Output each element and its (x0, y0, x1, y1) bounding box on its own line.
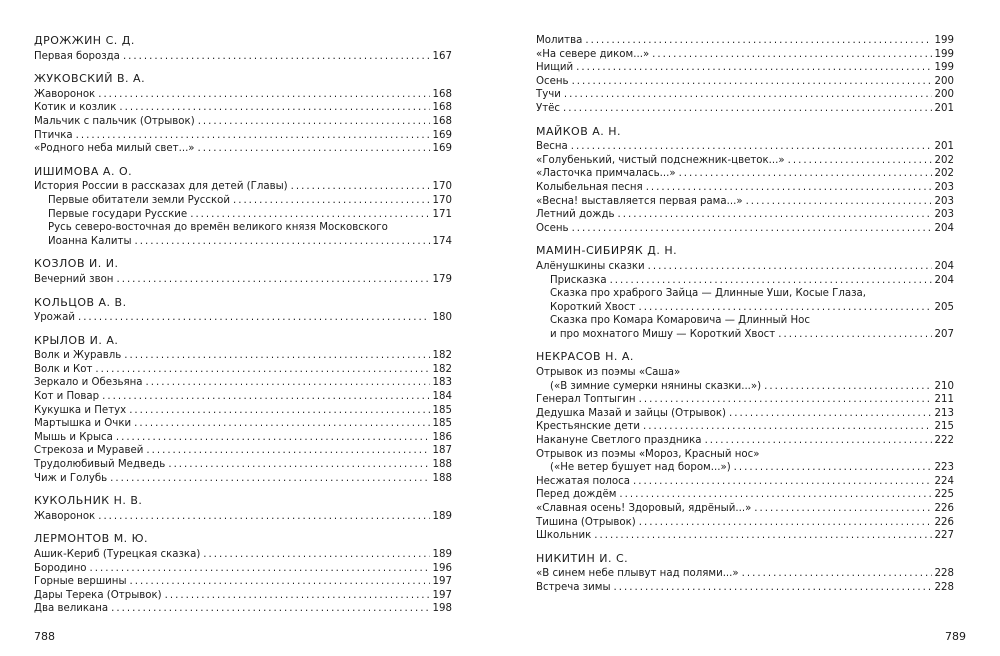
author-heading: ЖУКОВСКИЙ В. А. (34, 72, 146, 86)
toc-entry (34, 575, 452, 589)
toc-entry (536, 154, 954, 168)
toc-entry (34, 458, 452, 472)
toc-page-number: 170 (432, 194, 452, 206)
toc-entry (536, 567, 954, 581)
dot-leader (291, 180, 430, 194)
toc-page-number: 224 (934, 475, 954, 487)
toc-entry-title: («Не ветер бушует над бором...») (550, 462, 731, 474)
toc-page-number: 198 (432, 603, 452, 615)
author-heading: ЛЕРМОНТОВ М. Ю. (34, 532, 149, 546)
toc-entry (34, 417, 452, 431)
toc-entry-title: Весна (536, 141, 568, 153)
toc-entry (536, 393, 954, 407)
toc-entry (536, 380, 954, 394)
toc-page-number: 196 (432, 562, 452, 574)
toc-entry-title: Первые государи Русские (48, 208, 188, 220)
dot-leader (564, 88, 932, 102)
toc-entry (34, 431, 452, 445)
toc-entry-title: Мышь и Крыса (34, 431, 113, 443)
toc-entry (536, 581, 954, 595)
toc-entry (536, 102, 954, 116)
toc-entry (34, 50, 452, 64)
toc-entry (536, 516, 954, 530)
dot-leader (123, 50, 430, 64)
toc-entry-title: Крестьянские дети (536, 421, 641, 433)
toc-entry-title-line: Сказка про Комара Комаровича — Длинный Нос (550, 315, 810, 327)
dot-leader (572, 75, 932, 89)
toc-entry-title: Два великана (34, 603, 109, 615)
toc-page-number: 204 (934, 222, 954, 234)
toc-entry (536, 407, 954, 421)
toc-entry (536, 195, 954, 209)
toc-entry-title: Урожай (34, 312, 75, 324)
dot-leader (116, 273, 429, 287)
dot-leader (203, 548, 429, 562)
dot-leader (124, 349, 429, 363)
toc-page-number: 188 (432, 459, 452, 471)
dot-leader (610, 274, 932, 288)
toc-page-number: 168 (432, 88, 452, 100)
toc-entry-title: Накануне Светлого праздника (536, 435, 702, 447)
toc-entry (536, 61, 954, 75)
dot-leader (619, 488, 931, 502)
author-heading: НЕКРАСОВ Н. А. (536, 350, 634, 364)
author-heading: КОЗЛОВ И. И. (34, 257, 119, 271)
dot-leader (639, 301, 932, 315)
dot-leader (576, 61, 931, 75)
toc-entry-title: Перед дождём (536, 489, 617, 501)
toc-entry (34, 208, 452, 222)
toc-entry (536, 475, 954, 489)
toc-entry (34, 142, 452, 156)
toc-page-number: 169 (432, 143, 452, 155)
toc-entry-title: Иоанна Калиты (48, 235, 132, 247)
dot-leader (168, 458, 429, 472)
toc-entry (536, 502, 954, 516)
toc-entry (536, 420, 954, 434)
toc-page-number: 223 (934, 462, 954, 474)
toc-entry-title: Волк и Журавль (34, 350, 122, 362)
toc-entry (34, 129, 452, 143)
toc-page-number: 204 (934, 274, 954, 286)
toc-page-number: 200 (934, 89, 954, 101)
toc-page-number: 205 (934, 301, 954, 313)
toc-page-number: 182 (432, 350, 452, 362)
toc-entry-title: Вечерний звон (34, 273, 114, 285)
toc-entry (536, 208, 954, 222)
toc-entry-title: Встреча зимы (536, 581, 611, 593)
toc-entry (536, 75, 954, 89)
toc-entry (34, 273, 452, 287)
toc-entry-title: Колыбельная песня (536, 181, 643, 193)
toc-entry-title: «Славная осень! Здоровый, ядрёный...» (536, 503, 752, 514)
toc-entry (34, 311, 452, 325)
toc-entry-title: Дедушка Мазай и зайцы (Отрывок) (536, 407, 726, 419)
toc-entry-title: Молитва (536, 35, 583, 46)
toc-entry-title: Утёс (536, 102, 561, 114)
toc-entry-title-line: Отрывок из поэмы «Мороз, Красный нос» (536, 448, 760, 460)
toc-entry-title-line: Отрывок из поэмы «Саша» (536, 367, 681, 379)
author-heading: КРЫЛОВ И. А. (34, 333, 119, 347)
toc-page-number: 203 (934, 209, 954, 221)
toc-entry (34, 602, 452, 616)
toc-page-number: 179 (432, 273, 452, 285)
toc-entry (34, 88, 452, 102)
toc-entry (536, 301, 954, 315)
toc-page-number: 222 (934, 435, 954, 447)
toc-entry-title: Горные вершины (34, 576, 127, 588)
dot-leader (705, 434, 932, 448)
toc-page-number: 200 (934, 75, 954, 87)
left-page (34, 34, 452, 616)
toc-page-number: 182 (432, 363, 452, 375)
dot-leader (119, 101, 429, 115)
dot-leader (198, 115, 430, 129)
toc-entry-title: Тишина (Отрывок) (536, 516, 636, 528)
toc-page-number: 185 (432, 404, 452, 416)
toc-entry-title: «Весна! выставляется первая рама...» (536, 195, 743, 207)
toc-entry-title: «На севере диком...» (536, 48, 650, 60)
toc-entry-title: Кот и Повар (34, 391, 100, 403)
toc-entry-title: Несжатая полоса (536, 475, 630, 487)
dot-leader (648, 260, 932, 274)
toc-page-number: 207 (934, 328, 954, 340)
toc-entry (536, 260, 954, 274)
toc-entry (536, 88, 954, 102)
toc-entry (34, 444, 452, 458)
toc-entry-title: Генерал Топтыгин (536, 394, 636, 406)
toc-page-number: 211 (934, 394, 954, 406)
toc-page-number: 199 (934, 48, 954, 60)
toc-entry-title: Чиж и Голубь (34, 472, 108, 484)
toc-page-number: 183 (432, 377, 452, 389)
toc-entry (34, 180, 452, 194)
toc-entry (536, 434, 954, 448)
dot-leader (764, 380, 931, 394)
dot-leader (572, 222, 932, 236)
dot-leader (129, 404, 429, 418)
toc-entry (34, 194, 452, 208)
dot-leader (116, 431, 430, 445)
toc-entry (34, 390, 452, 404)
dot-leader (652, 48, 931, 62)
dot-leader (110, 472, 429, 486)
toc-entry-title: Осень (536, 75, 569, 87)
dot-leader (788, 154, 932, 168)
toc-entry (536, 222, 954, 236)
toc-entry-title: Жаворонок (34, 510, 96, 522)
toc-entry (536, 461, 954, 475)
toc-page-number: 225 (934, 489, 954, 501)
toc-entry-title: Ашик-Кериб (Турецкая сказка) (34, 549, 201, 560)
toc-entry-title-line: Русь северо-восточная до времён великого князя Московского (48, 222, 388, 234)
dot-leader (165, 589, 430, 603)
toc-entry (536, 529, 954, 543)
toc-page-number: 170 (432, 181, 452, 193)
dot-leader (130, 575, 430, 589)
toc-page-number: 213 (934, 407, 954, 419)
dot-leader (146, 444, 429, 458)
toc-entry-title: Осень (536, 222, 569, 234)
author-heading: КОЛЬЦОВ А. В. (34, 295, 127, 309)
dot-leader (135, 235, 430, 249)
toc-entry (34, 349, 452, 363)
dot-leader (98, 510, 429, 524)
toc-page-number: 189 (432, 549, 452, 560)
toc-entry-title: Зеркало и Обезьяна (34, 377, 143, 389)
toc-page-number: 171 (432, 208, 452, 220)
toc-page-number: 203 (934, 181, 954, 193)
toc-entry-title: Жаворонок (34, 88, 96, 100)
dot-leader (95, 363, 429, 377)
dot-leader (111, 602, 429, 616)
dot-leader (198, 142, 430, 156)
toc-page-number: 189 (432, 510, 452, 522)
toc-entry-title: Волк и Кот (34, 363, 93, 375)
toc-entry (536, 328, 954, 342)
toc-page-number: 197 (432, 589, 452, 601)
toc-page-number: 201 (934, 102, 954, 114)
dot-leader (76, 129, 430, 143)
toc-page-number: 228 (934, 568, 954, 580)
toc-page-number: 199 (934, 35, 954, 46)
page-number-left: 788 (34, 630, 55, 643)
toc-page-number: 215 (934, 421, 954, 433)
toc-entry-title: Стрекоза и Муравей (34, 445, 144, 457)
toc-entry-title: Короткий Хвост (550, 301, 636, 313)
toc-entry (34, 589, 452, 603)
toc-page-number: 227 (934, 530, 954, 542)
toc-entry-title: и про мохнатого Мишу — Короткий Хвост (550, 328, 776, 340)
toc-page-number: 201 (934, 141, 954, 153)
toc-page-number: 180 (432, 312, 452, 324)
dot-leader (146, 376, 430, 390)
dot-leader (742, 567, 932, 581)
toc-entry-title: Котик и козлик (34, 102, 117, 114)
toc-entry (536, 488, 954, 502)
toc-entry (34, 363, 452, 377)
toc-entry (34, 101, 452, 115)
toc-entry-title: Школьник (536, 530, 592, 542)
dot-leader (729, 407, 932, 421)
dot-leader (78, 311, 430, 325)
toc-entry-title: Первая борозда (34, 50, 120, 62)
dot-leader (89, 562, 429, 576)
dot-leader (98, 88, 429, 102)
toc-page-number: 197 (432, 576, 452, 588)
dot-leader (571, 140, 932, 154)
toc-entry (34, 404, 452, 418)
dot-leader (643, 420, 932, 434)
dot-leader (134, 417, 429, 431)
toc-entry (536, 140, 954, 154)
dot-leader (734, 461, 932, 475)
right-page (536, 34, 954, 595)
toc-entry (34, 376, 452, 390)
toc-entry-title: Алёнушкины сказки (536, 260, 645, 272)
dot-leader (618, 208, 932, 222)
toc-entry-title: Мартышка и Очки (34, 418, 132, 430)
toc-entry (536, 181, 954, 195)
toc-page-number: 199 (934, 62, 954, 74)
author-heading: ДРОЖЖИН С. Д. (34, 34, 135, 47)
toc-page-number: 168 (432, 115, 452, 127)
toc-entry-title: История России в рассказах для детей (Главы) (34, 181, 288, 193)
toc-entry-title: Кукушка и Петух (34, 404, 127, 416)
toc-page-number: 202 (934, 154, 954, 166)
toc-page-number: 184 (432, 391, 452, 403)
toc-page-number: 168 (432, 102, 452, 114)
toc-entry-title: Птичка (34, 129, 73, 141)
toc-entry (34, 510, 452, 524)
toc-entry-title: «В синем небе плывут над полями...» (536, 568, 739, 580)
toc-entry-title: Тучи (536, 89, 561, 101)
toc-entry-title: «Родного неба милый свет...» (34, 143, 195, 155)
toc-entry-title: «Голубенький, чистый подснежник-цветок...» (536, 154, 785, 166)
dot-leader (563, 102, 932, 116)
toc-page-number: 203 (934, 195, 954, 207)
toc-entry-title: Первые обитатели земли Русской (48, 194, 230, 206)
dot-leader (233, 194, 430, 208)
toc-entry (34, 472, 452, 486)
dot-leader (639, 393, 932, 407)
toc-entry-title: Присказка (550, 274, 607, 286)
toc-entry (536, 34, 954, 48)
dot-leader (102, 390, 429, 404)
toc-page-number: 186 (432, 431, 452, 443)
toc-entry (536, 48, 954, 62)
toc-page-number: 167 (432, 50, 452, 62)
toc-page-number: 185 (432, 418, 452, 430)
toc-entry-title: Трудолюбивый Медведь (34, 459, 166, 471)
dot-leader (190, 208, 429, 222)
dot-leader (754, 502, 931, 516)
dot-leader (778, 328, 931, 342)
dot-leader (639, 516, 932, 530)
toc-entry-title: («В зимние сумерки нянины сказки...») (550, 380, 762, 392)
dot-leader (594, 529, 931, 543)
toc-page-number: 228 (934, 581, 954, 593)
dot-leader (746, 195, 932, 209)
toc-entry (34, 235, 452, 249)
toc-entry (34, 548, 452, 562)
toc-page-number: 169 (432, 129, 452, 141)
author-heading: МАМИН-СИБИРЯК Д. Н. (536, 244, 678, 258)
toc-page-number: 226 (934, 516, 954, 528)
author-heading: ИШИМОВА А. О. (34, 164, 133, 178)
toc-entry-title-line: Сказка про храброго Зайца — Длинные Уши, Косые Глаза, (550, 288, 867, 300)
toc-entry-title: Нищий (536, 62, 574, 74)
toc-page-number: 210 (934, 380, 954, 392)
toc-entry-title: Дары Терека (Отрывок) (34, 589, 162, 601)
dot-leader (679, 167, 932, 181)
toc-entry (536, 167, 954, 181)
toc-entry (34, 115, 452, 129)
toc-entry (34, 562, 452, 576)
toc-entry (536, 274, 954, 288)
toc-page-number: 202 (934, 168, 954, 180)
dot-leader (614, 581, 932, 595)
toc-page-number: 188 (432, 472, 452, 484)
page-number-right: 789 (945, 630, 966, 643)
toc-entry-title: Бородино (34, 562, 87, 574)
dot-leader (646, 181, 932, 195)
author-heading: КУКОЛЬНИК Н. В. (34, 494, 143, 508)
toc-entry-title: «Ласточка примчалась...» (536, 168, 676, 180)
dot-leader (633, 475, 932, 489)
toc-page-number: 204 (934, 260, 954, 272)
toc-page-number: 174 (432, 235, 452, 247)
toc-entry-title: Мальчик с пальчик (Отрывок) (34, 115, 195, 127)
author-heading: МАЙКОВ А. Н. (536, 124, 622, 138)
dot-leader (585, 34, 931, 48)
toc-page-number: 226 (934, 503, 954, 514)
author-heading: НИКИТИН И. С. (536, 551, 629, 565)
toc-entry-title: Летний дождь (536, 209, 615, 221)
toc-page-number: 187 (432, 445, 452, 457)
